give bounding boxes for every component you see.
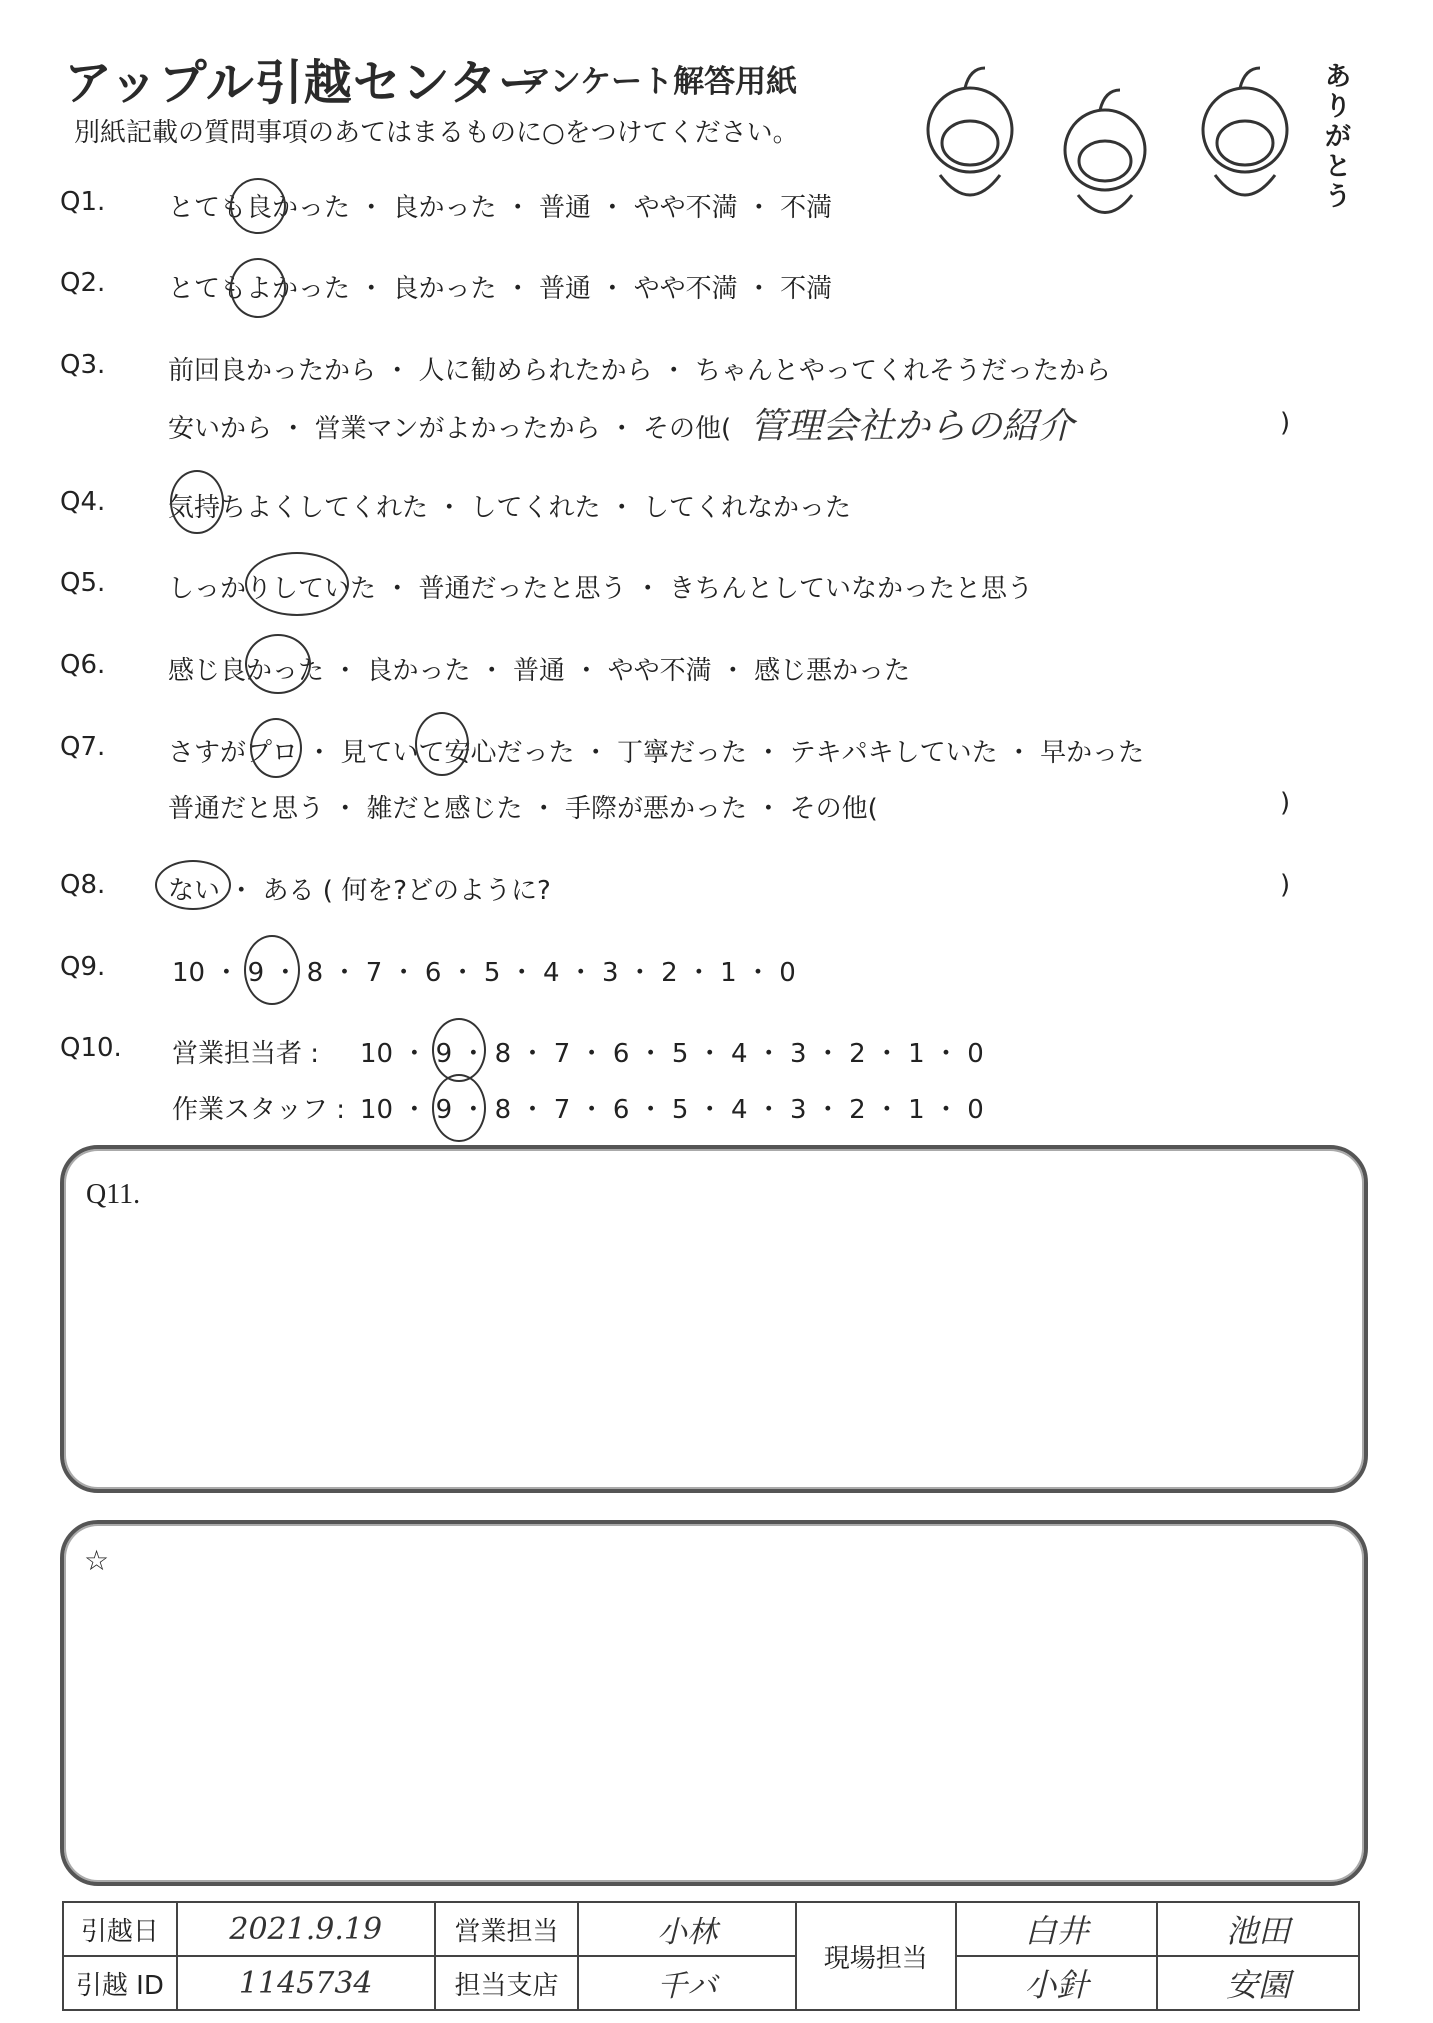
question-label: Q7. xyxy=(60,732,106,762)
close-paren: ) xyxy=(1280,788,1291,818)
question-1 xyxy=(0,187,1433,237)
answer-mark xyxy=(170,470,224,534)
answer-mark xyxy=(432,1018,486,1082)
site-rep-3: 小針 xyxy=(956,1956,1158,2010)
star-comment-box[interactable] xyxy=(60,1520,1368,1886)
question-3 xyxy=(0,350,1433,400)
question-label: Q10. xyxy=(60,1033,122,1063)
question-6 xyxy=(0,650,1433,700)
answer-mark xyxy=(250,718,302,778)
question-options: とてもよかった ・ 良かった ・ 普通 ・ やや不満 ・ 不満 xyxy=(168,274,833,304)
sales-rep-label: 営業担当 xyxy=(435,1902,579,1956)
question-label: Q9. xyxy=(60,952,106,982)
question-label: Q1. xyxy=(60,187,106,217)
question-options: とても良かった ・ 良かった ・ 普通 ・ やや不満 ・ 不満 xyxy=(168,193,833,223)
question-options: しっかりしていた ・ 普通だったと思う ・ きちんとしていなかったと思う xyxy=(168,574,1034,604)
answer-mark xyxy=(245,552,349,616)
sales-label: 営業担当者 : xyxy=(172,1039,320,1069)
question-10-sales xyxy=(0,1033,1433,1083)
close-paren: ) xyxy=(1280,870,1291,900)
question-label: Q4. xyxy=(60,487,106,517)
move-date-label: 引越日 xyxy=(63,1902,177,1956)
answer-mark xyxy=(432,1074,486,1142)
handwritten-answer: 管理会社からの紹介 xyxy=(750,406,1075,447)
question-2 xyxy=(0,268,1433,318)
question-options: 気持ちよくしてくれた ・ してくれた ・ してくれなかった xyxy=(168,493,852,523)
close-paren: ) xyxy=(1280,408,1291,438)
answer-mark xyxy=(155,860,231,910)
staff-label: 作業スタッフ : xyxy=(172,1095,346,1125)
question-label: Q2. xyxy=(60,268,106,298)
site-rep-4: 安園 xyxy=(1157,1956,1359,2010)
answer-mark xyxy=(245,634,311,694)
question-7-line2 xyxy=(0,788,1433,838)
branch-value: 千バ xyxy=(578,1956,796,2010)
move-id-value: 1145734 xyxy=(177,1956,435,2010)
question-5 xyxy=(0,568,1433,618)
question-label: Q8. xyxy=(60,870,106,900)
question-10-staff xyxy=(0,1089,1433,1139)
question-options: ない ・ ある ( 何を?どのように? xyxy=(168,876,551,906)
staff-rating-scale: 10 ・ 9 ・ 8 ・ 7 ・ 6 ・ 5 ・ 4 ・ 3 ・ 2 ・ 1 ・ 0 xyxy=(360,1095,984,1125)
question-options-line1: さすがプロ ・ 見ていて安心だった ・ 丁寧だった ・ テキパキしていた ・ 早かった xyxy=(168,738,1145,768)
site-rep-1: 白井 xyxy=(956,1902,1158,1956)
rating-scale: 10 ・ 9 ・ 8 ・ 7 ・ 6 ・ 5 ・ 4 ・ 3 ・ 2 ・ 1 ・ 0 xyxy=(172,958,796,988)
answer-mark xyxy=(230,178,286,234)
question-label: Q5. xyxy=(60,568,106,598)
form-title: アンケート解答用紙 xyxy=(520,64,798,100)
answer-mark xyxy=(415,712,469,776)
site-rep-2: 池田 xyxy=(1157,1902,1359,1956)
branch-label: 担当支店 xyxy=(435,1956,579,2010)
sales-rating-scale: 10 ・ 9 ・ 8 ・ 7 ・ 6 ・ 5 ・ 4 ・ 3 ・ 2 ・ 1 ・ 0 xyxy=(360,1039,984,1069)
question-label: Q6. xyxy=(60,650,106,680)
move-date-value: 2021.9.19 xyxy=(177,1902,435,1956)
question-options-line1: 前回良かったから ・ 人に勧められたから ・ ちゃんとやってくれそうだったから xyxy=(168,356,1112,386)
thanks-text: ありがとう xyxy=(1325,62,1352,212)
question-options-line2: 普通だと思う ・ 雑だと感じた ・ 手際が悪かった ・ その他( xyxy=(168,794,878,824)
sales-rep-value: 小林 xyxy=(578,1902,796,1956)
answer-mark xyxy=(230,258,286,318)
question-label: Q3. xyxy=(60,350,106,380)
question-3-line2 xyxy=(0,408,1433,458)
question-7 xyxy=(0,732,1433,782)
answer-mark xyxy=(244,935,300,1005)
q11-comment-box[interactable] xyxy=(60,1145,1368,1493)
question-9 xyxy=(0,952,1433,1002)
question-options: 感じ良かった ・ 良かった ・ 普通 ・ やや不満 ・ 感じ悪かった xyxy=(168,656,911,686)
info-table xyxy=(62,1901,1360,2011)
site-rep-label: 現場担当 xyxy=(796,1902,956,2010)
star-label: ☆ xyxy=(84,1546,110,1577)
question-options-line2: 安いから ・ 営業マンがよかったから ・ その他( xyxy=(168,414,732,444)
company-name: アップル引越センター xyxy=(64,55,547,111)
q11-label: Q11. xyxy=(86,1179,141,1210)
move-id-label: 引越 ID xyxy=(63,1956,177,2010)
instruction-text: 別紙記載の質問事項のあてはまるものに○をつけてください。 xyxy=(74,118,799,148)
